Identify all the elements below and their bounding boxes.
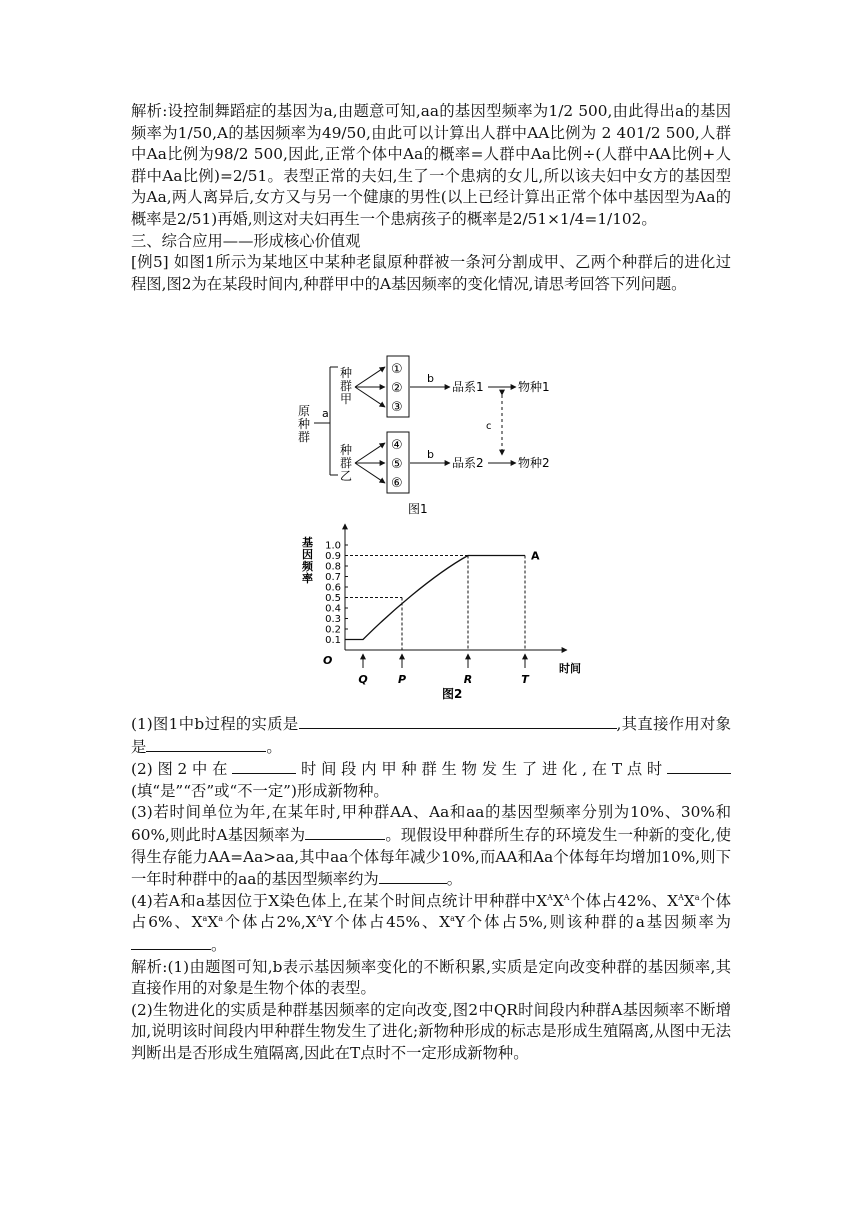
origin-label-1: 原: [298, 404, 311, 418]
answer-blank-3b[interactable]: [379, 868, 447, 884]
circle-3: ③: [391, 400, 403, 415]
question-1: (1)图1中b过程的实质是 ,其直接作用对象是 。: [131, 715, 731, 756]
circle-6: ⑥: [391, 476, 403, 491]
series-label-A: A: [531, 549, 540, 563]
pop-yi-2: 群: [340, 456, 353, 470]
x-tick-label: T: [521, 673, 529, 686]
x-tick-label: P: [397, 673, 407, 686]
circle-4: ④: [391, 438, 403, 453]
strain-2: 品系2: [452, 456, 484, 470]
x-tick-label: R: [463, 673, 473, 686]
arrow-b-label-1: b: [427, 372, 434, 385]
y-tick-label: 0.2: [325, 624, 341, 636]
y-tick-label: 0.4: [325, 603, 341, 615]
strain-1: 品系1: [452, 380, 484, 394]
y-tick-label: 0.7: [325, 572, 341, 583]
figure1-diagram: [290, 355, 560, 515]
arrow-b-label-2: b: [427, 448, 434, 461]
y-axis-label-char: 基: [302, 536, 313, 549]
y-tick-label: 0.9: [325, 551, 341, 562]
questions-block: [131, 713, 731, 1065]
pop-jia-1: 种: [340, 366, 353, 380]
pop-yi-3: 乙: [340, 469, 353, 483]
y-tick-label: 0.3: [325, 614, 341, 625]
answer-blank-1b[interactable]: [146, 736, 266, 752]
question-3: (3)若时间单位为年,在某年时,甲种群AA、Aa和aa的基因型频率分别为10%、30%和60%,则此时A基因频率为 。现假设甲种群所生存的环境发生一种新的变化,使得生存能力AA=Aa>aa,其中aa个体每年减少10%,而AA和Aa个体每年均增加10%,则下一年时种群中的aa的基因型频率约为 。: [131, 803, 731, 889]
y-tick-label: 0.1: [325, 635, 341, 646]
y-axis-label-char: 因: [302, 548, 313, 561]
example-text: [例5] 如图1所示为某地区中某种老鼠原种群被一条河分割成甲、乙两个种群后的进化过程图,图2为在某段时间内,种群甲中的A基因频率的变化情况,请思考回答下列问题。: [131, 253, 731, 293]
arrow-a-label: a: [322, 407, 329, 420]
question-4: (4)若A和a基因位于X染色体上,在某个时间点统计甲种群中$X^AX^A$个体占42%、$X^AX^a$个体占6%、$X^aX^a$个体占$2\%,X^AY$个体占45%、$X^aY$个体占5%,则该种群的a基因频率为。: [131, 891, 731, 954]
origin-label-3: 群: [298, 430, 311, 444]
analysis-bottom-1: 解析:(1)由题图可知,b表示基因频率变化的不断积累,实质是定向改变种群的基因频率,其直接作用的对象是生物个体的表型。: [131, 957, 731, 998]
species-1: 物种1: [518, 380, 550, 394]
pop-yi-1: 种: [340, 443, 353, 457]
circle-2: ②: [391, 381, 403, 396]
section-heading: 三、综合应用——形成核心价值观: [131, 231, 361, 250]
y-tick-label: 1.0: [325, 540, 341, 552]
answer-blank-4[interactable]: [131, 934, 211, 950]
y-tick-label: 0.6: [325, 582, 341, 594]
circle-1: ①: [391, 362, 403, 377]
arrow-c-label: c: [486, 421, 492, 432]
y-tick-label: 0.8: [325, 561, 341, 573]
analysis-bottom-2: (2)生物进化的实质是种群基因频率的定向改变,图2中QR时间段内种群A基因频率不断增加,说明该时间段内甲种群生物发生了进化;新物种形成的标志是形成生殖隔离,从图中无法判断出是否形成生殖隔离,因此在T点时不一定形成新物种。: [131, 1000, 731, 1062]
figure2-chart: [285, 520, 585, 705]
answer-blank-2a[interactable]: [232, 758, 296, 774]
x-axis-label: 时间: [559, 662, 581, 675]
answer-blank-1a[interactable]: [299, 713, 617, 729]
analysis-top: [131, 101, 731, 295]
pop-jia-2: 群: [340, 379, 353, 393]
y-axis-label-char: 率: [302, 572, 313, 585]
y-axis-label-char: 频: [302, 560, 313, 573]
circle-5: ⑤: [391, 457, 403, 472]
answer-blank-2b[interactable]: [667, 758, 731, 774]
origin-label-2: 种: [298, 417, 311, 431]
figure1-caption: 图1: [408, 502, 428, 515]
figure2-caption: 图2: [442, 687, 463, 701]
question-2: (2)图2中在 时间段内甲种群生物发生了进化,在T点时(填“是”“否”或“不一定”)形成新物种。: [131, 758, 731, 802]
answer-blank-3a[interactable]: [305, 824, 385, 840]
pop-jia-3: 甲: [340, 392, 353, 406]
analysis-paragraph: 解析:设控制舞蹈症的基因为a,由题意可知,aa的基因型频率为1/2 500,由此得出a的基因频率为1/50,A的基因频率为49/50,由此可以计算出人群中AA比例为 2 401/2 500,人群中Aa比例为98/2 500,因此,正常个体中Aa的概率=人群中Aa比例÷(人群中AA比例+人群中Aa比例)=2/51。表型正常的夫妇,生了一个患病的女儿,所以该夫妇中女方的基因型为Aa,两人离异后,女方又与另一个健康的男性(以上已经计算出正常个体中基因型为Aa的概率是2/51)再婚,则这对夫妇再生一个患病孩子的概率是2/51×1/4=1/102。: [131, 102, 731, 228]
x-tick-label: Q: [358, 673, 368, 686]
species-2: 物种2: [518, 456, 550, 470]
origin-label: O: [323, 654, 333, 667]
y-tick-label: 0.5: [325, 593, 341, 604]
